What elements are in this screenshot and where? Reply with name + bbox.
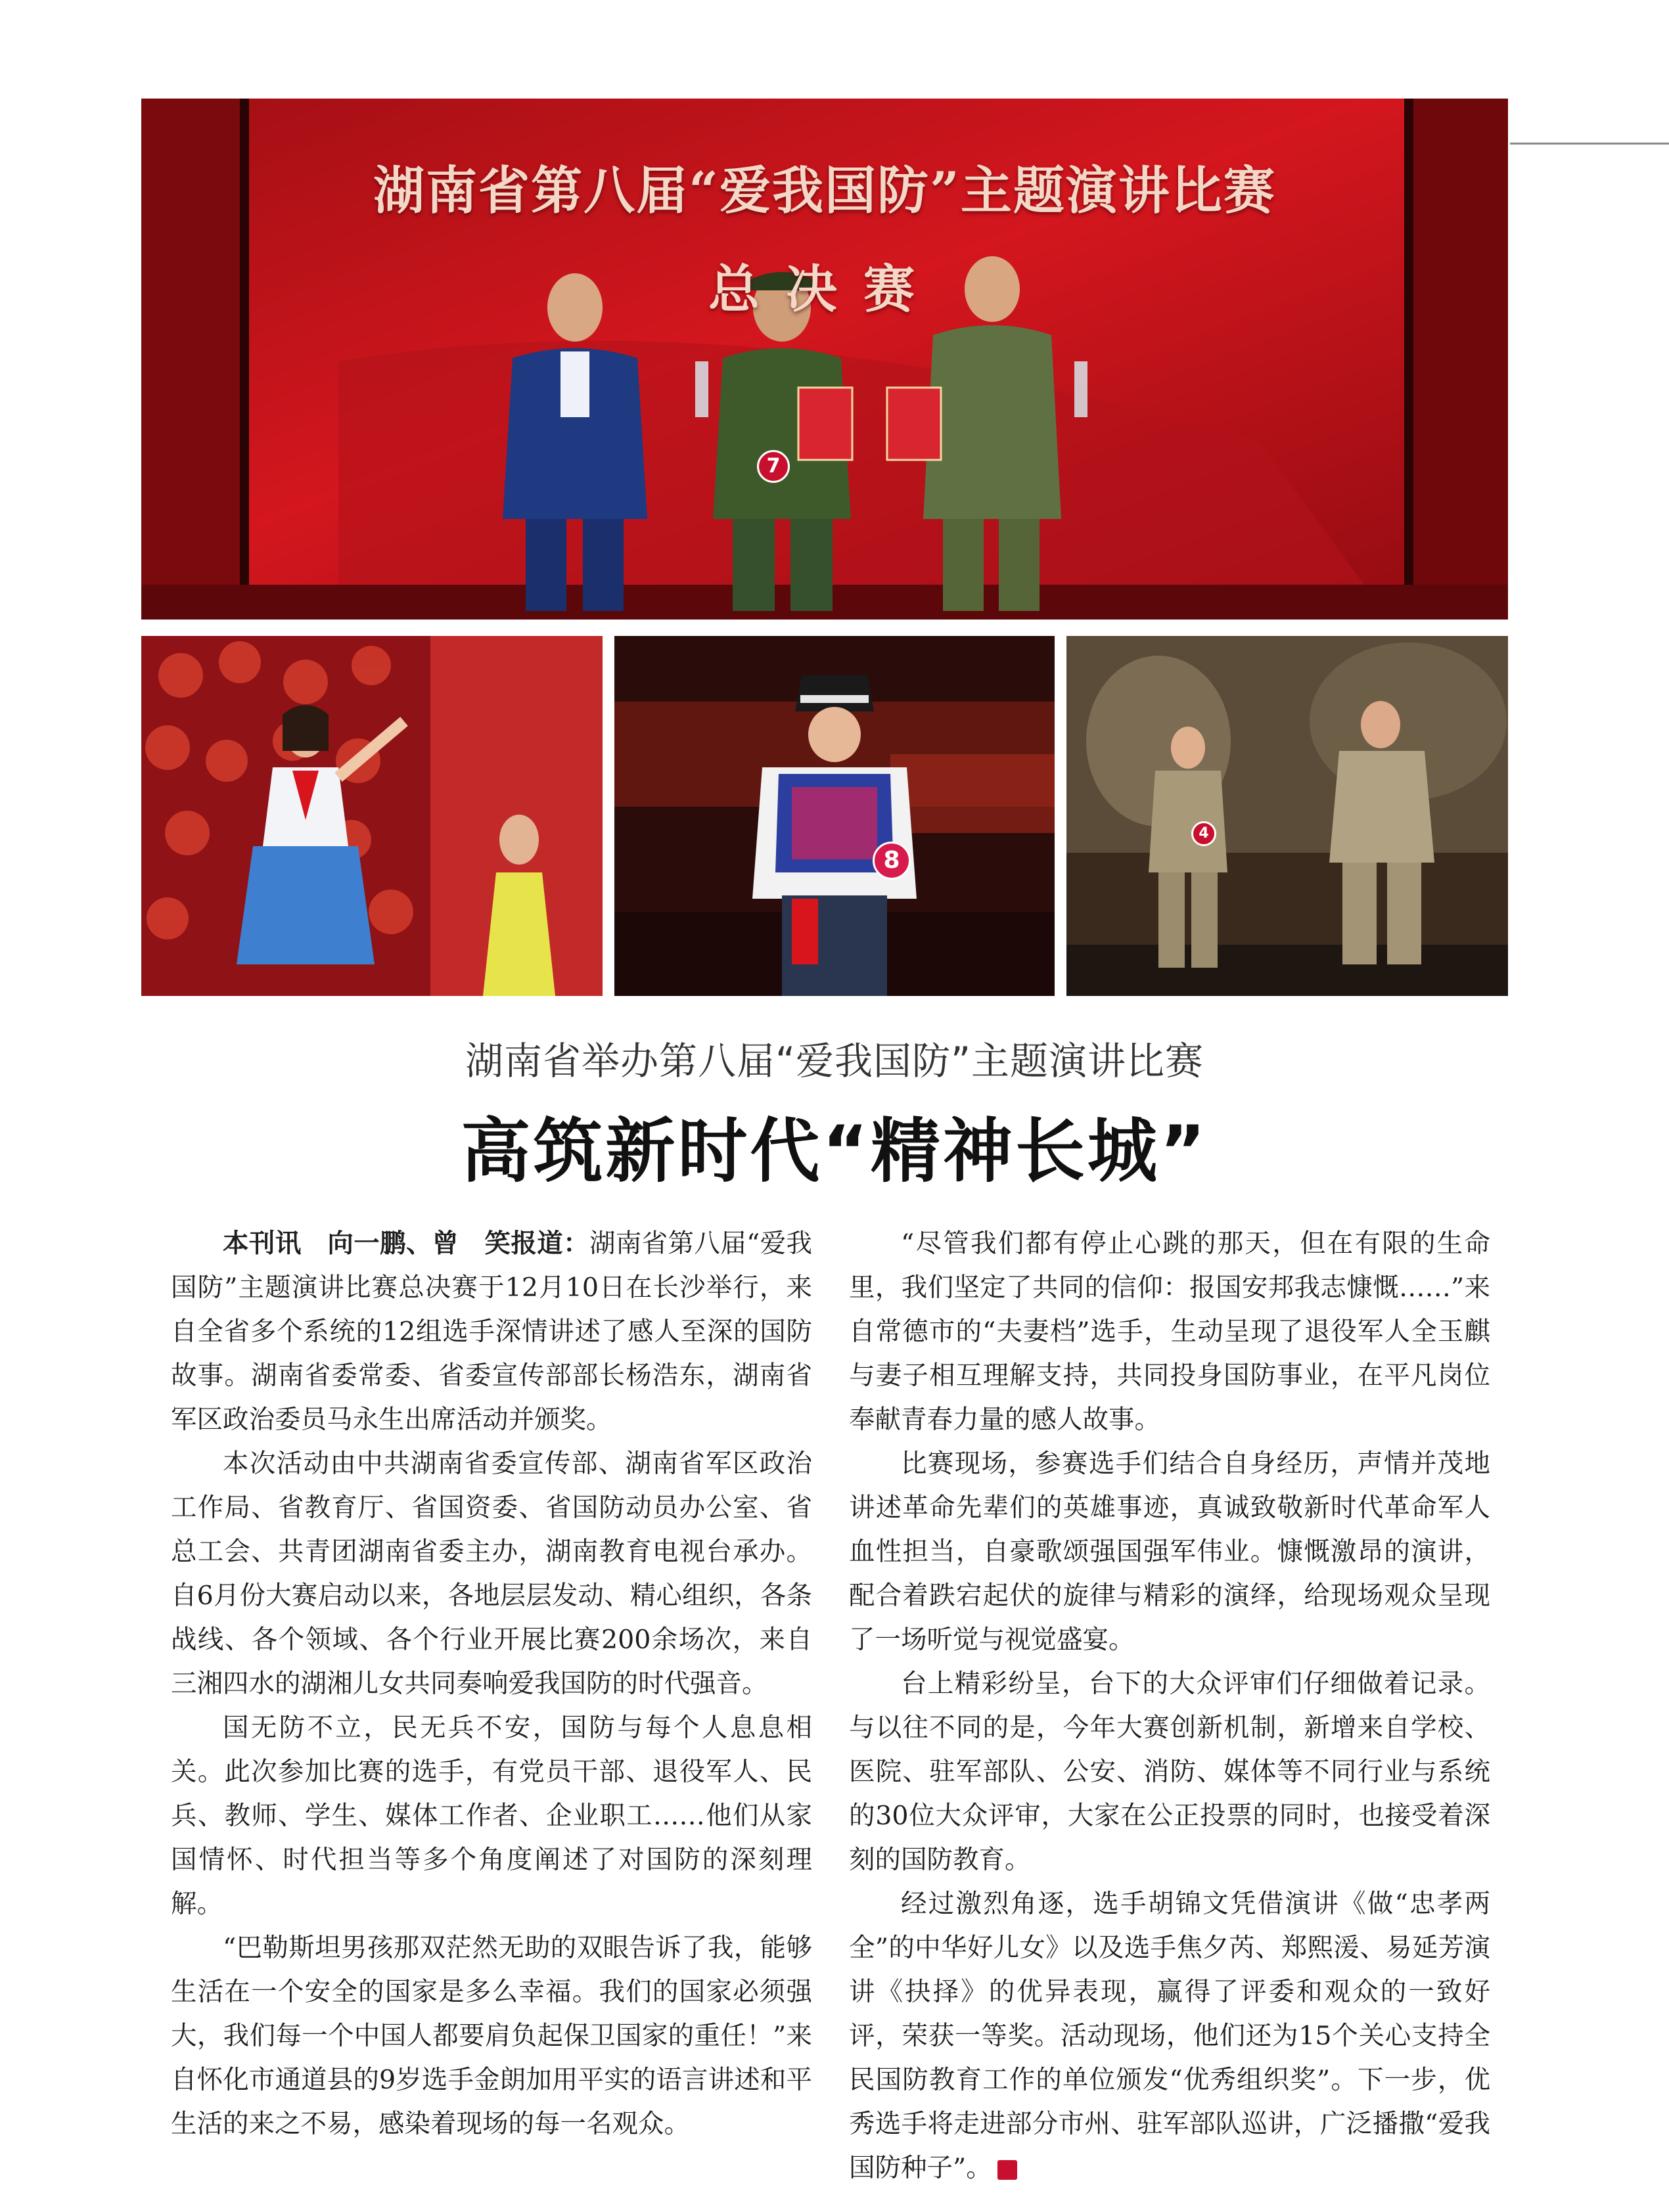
article-headline: 高筑新时代“精神长城” <box>461 1111 1208 1192</box>
contestant-bib: 4 <box>1191 821 1216 846</box>
article-kicker: 湖南省举办第八届“爱我国防”主题演讲比赛 <box>465 1039 1204 1083</box>
photo-3-scene <box>1066 636 1508 996</box>
article-paragraph: 台上精彩纷呈，台下的大众评审们仔细做着记录。与以往不同的是，今年大赛创新机制，新增来自学校、医院、驻军部队、公安、消防、媒体等不同行业与系统的30位大众评审，大家在公正投票的同时，也接受着深刻的国防教育。 <box>849 1669 1490 1875</box>
paragraph-text: 经过激烈角逐，选手胡锦文凭借演讲《做“忠孝两全”的中华好儿女》以及选手焦夕芮、郑熙湲、易延芳演讲《抉择》的优异表现，赢得了评委和观众的一致好评，荣获一等奖。活动现场，他们还为15个关心支持全民国防教育工作的单位颁发“优秀组织奖”。下一步，优秀选手将走进部分市州、驻军部队巡讲，广泛播撒“爱我国防种子”。 <box>849 1889 1490 2183</box>
banner-title: 湖南省第八届“爱我国防”主题演讲比赛 <box>373 161 1276 221</box>
article-byline: 本刊讯 向一鹏、曾 笑报道： <box>223 1229 589 1259</box>
article-paragraph: “尽管我们都有停止心跳的那天，但在有限的生命里，我们坚定了共同的信仰：报国安邦我志慷慨……”来自常德市的“夫妻档”选手，生动呈现了退役军人全玉麒与妻子相互理解支持，共同投身国防事业，在平凡岗位奉献青春力量的感人故事。 <box>849 1229 1490 1435</box>
header-rule <box>1510 143 1669 145</box>
contestant-bib: 8 <box>873 842 911 880</box>
photo-boy-speaker <box>614 636 1055 996</box>
article-paragraph: “巴勒斯坦男孩那双茫然无助的双眼告诉了我，能够生活在一个安全的国家是多么幸福。我们的国家必须强大，我们每一个中国人都要肩负起保卫国家的重任！”来自怀化市通道县的9岁选手金朗加用平实的语言讲述和平生活的来之不易，感染着现场的每一名观众。 <box>171 1933 812 2139</box>
end-mark-icon: G <box>997 2160 1017 2180</box>
photo-girl-speaker <box>141 636 603 996</box>
contestant-bib: 7 <box>757 450 790 483</box>
photo-couple-speakers <box>1066 636 1508 996</box>
paragraph-text: 湖南省第八届“爱我国防”主题演讲比赛总决赛于12月10日在长沙举行，来自全省多个系统的12组选手深情讲述了感人至深的国防故事。湖南省委常委、省委宣传部部长杨浩东，湖南省军区政治委员马永生出席活动并颁奖。 <box>171 1229 812 1435</box>
article-paragraph <box>171 1222 812 1442</box>
hero-photo-award-ceremony <box>141 99 1508 620</box>
article-paragraph <box>849 1882 1490 2190</box>
article-paragraph: 本次活动由中共湖南省委宣传部、湖南省军区政治工作局、省教育厅、省国资委、省国防动员办公室、省总工会、共青团湖南省委主办，湖南教育电视台承办。自6月份大赛启动以来，各地层层发动、精心组织，各条战线、各个领域、各个行业开展比赛200余场次，来自三湘四水的湖湘儿女共同奏响爱我国防的时代强音。 <box>171 1449 812 1699</box>
article-paragraph: 比赛现场，参赛选手们结合自身经历，声情并茂地讲述革命先辈们的英雄事迹，真诚致敬新时代革命军人血性担当，自豪歌颂强国强军伟业。慷慨激昂的演讲，配合着跌宕起伏的旋律与精彩的演绎，给现场观众呈现了一场听觉与视觉盛宴。 <box>849 1449 1490 1655</box>
article-column-left <box>171 1222 812 2146</box>
article-column-right <box>849 1222 1490 2190</box>
banner-subtitle: 总决赛 <box>708 260 941 319</box>
photo-2-scene <box>614 636 1055 996</box>
article-paragraph: 国无防不立，民无兵不安，国防与每个人息息相关。此次参加比赛的选手，有党员干部、退役军人、民兵、教师、学生、媒体工作者、企业职工……他们从家国情怀、时代担当等多个角度阐述了对国防的深刻理解。 <box>171 1713 812 1919</box>
photo-1-scene <box>141 636 603 996</box>
